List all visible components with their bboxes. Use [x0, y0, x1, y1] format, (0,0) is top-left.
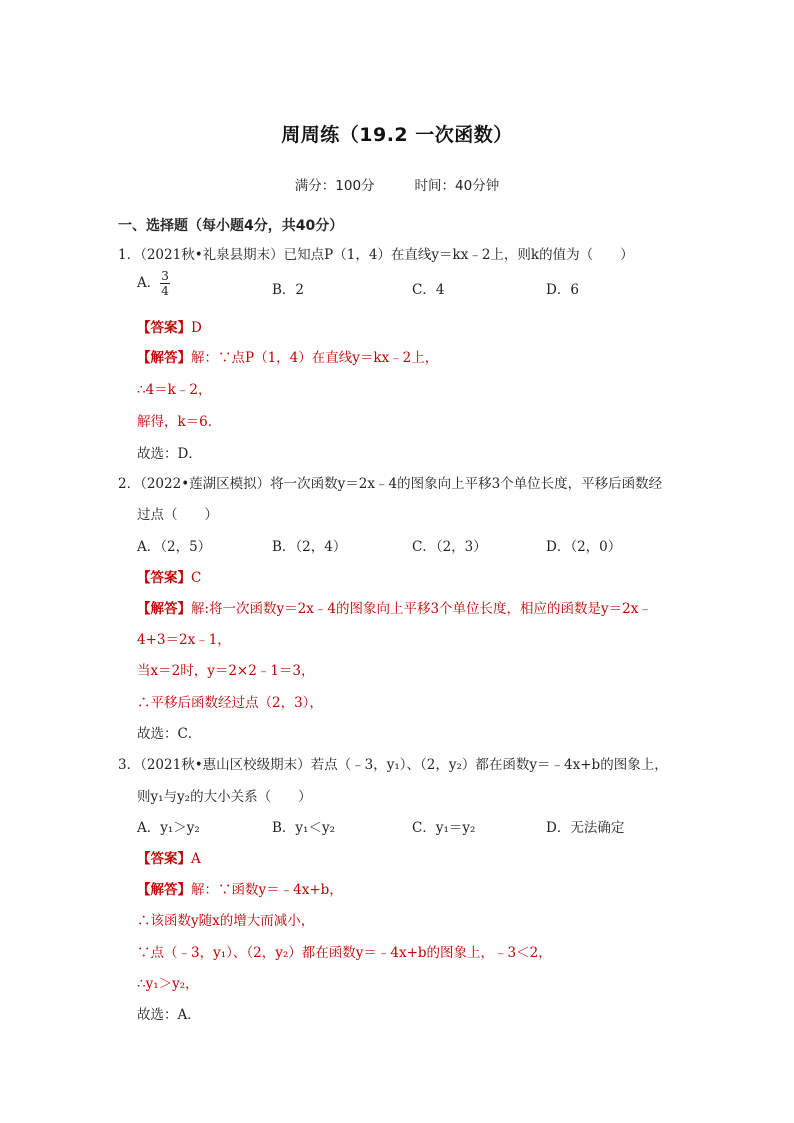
question-2-option-a: A．（2，5）	[137, 539, 212, 555]
question-2-solution-line: 4+3＝2x﹣1，	[137, 632, 231, 648]
question-3-option-a: A．y₁＞y₂	[137, 820, 200, 836]
question-1-option-b: B．2	[272, 282, 305, 298]
full-score: 满分：100分	[294, 178, 375, 194]
question-3-solution-line: ∴该函数y随x的增大而减小，	[137, 913, 315, 929]
question-2-option-c: C．（2，3）	[412, 539, 487, 555]
section-heading: 一、选择题（每小题4分，共40分）	[118, 218, 344, 234]
question-2-option-b: B．（2，4）	[272, 539, 347, 555]
question-1-option-d: D．6	[546, 282, 579, 298]
question-2-solution-line: ∴平移后函数经过点（2，3），	[137, 695, 323, 711]
question-3-stem-cont: 则y₁与y₂的大小关系（ ）	[137, 789, 312, 805]
question-1-solution-line: 解得，k＝6．	[137, 414, 222, 430]
question-3-solution-line: ∵点（﹣3，y₁）、（2，y₂）都在函数y＝﹣4x+b的图象上，﹣3＜2，	[137, 945, 552, 961]
question-3-option-d: D．无法确定	[546, 820, 625, 836]
question-1-solution-line: 故选：D．	[137, 446, 202, 462]
question-3-answer: 【答案】A	[137, 851, 201, 867]
question-3-option-c: C．y₁＝y₂	[412, 820, 476, 836]
question-2-stem-cont: 过点（ ）	[137, 507, 218, 523]
page-title: 周周练（19.2 一次函数）	[281, 124, 513, 146]
question-1-stem: 1．（2021秋•礼泉县期末）已知点P（1，4）在直线y＝kx﹣2上，则k的值为（ ）	[118, 247, 634, 263]
question-3-stem: 3．（2021秋•惠山区校级期末）若点（﹣3，y₁）、（2，y₂）都在函数y＝﹣4x+b的图象上，	[118, 757, 668, 773]
question-1-solution-line: ∴4＝k﹣2，	[137, 382, 212, 398]
time-limit: 时间：40分钟	[414, 178, 500, 194]
question-3-solution-line: ∴y₁＞y₂，	[137, 976, 199, 992]
question-2-solution-line: 故选：C．	[137, 726, 202, 742]
question-3-option-b: B．y₁＜y₂	[272, 820, 335, 836]
question-1-answer: 【答案】D	[137, 320, 202, 336]
question-1-option-a: A． $\frac{3}{4}$	[137, 269, 169, 298]
question-3-solution-line: 【解答】解：∵函数y＝﹣4x+b，	[137, 882, 343, 898]
fraction: $\frac{3}{4}$	[161, 269, 169, 298]
question-3-solution-line: 故选：A．	[137, 1007, 201, 1023]
question-2-answer: 【答案】C	[137, 570, 202, 586]
question-2-option-d: D．（2，0）	[546, 539, 622, 555]
exam-info	[0, 174, 794, 194]
question-2-solution-line: 【解答】解:将一次函数y＝2x﹣4的图象向上平移3个单位长度，相应的函数是y＝2x﹣	[137, 601, 652, 617]
question-1-solution-line: 【解答】解：∵点P（1，4）在直线y＝kx﹣2上，	[137, 350, 439, 366]
question-2-stem: 2．（2022•莲湖区模拟）将一次函数y＝2x﹣4的图象向上平移3个单位长度，平移后函数经	[118, 476, 663, 492]
question-2-solution-line: 当x＝2时，y＝2×2﹣1＝3，	[137, 663, 315, 679]
question-1-option-c: C．4	[412, 282, 445, 298]
